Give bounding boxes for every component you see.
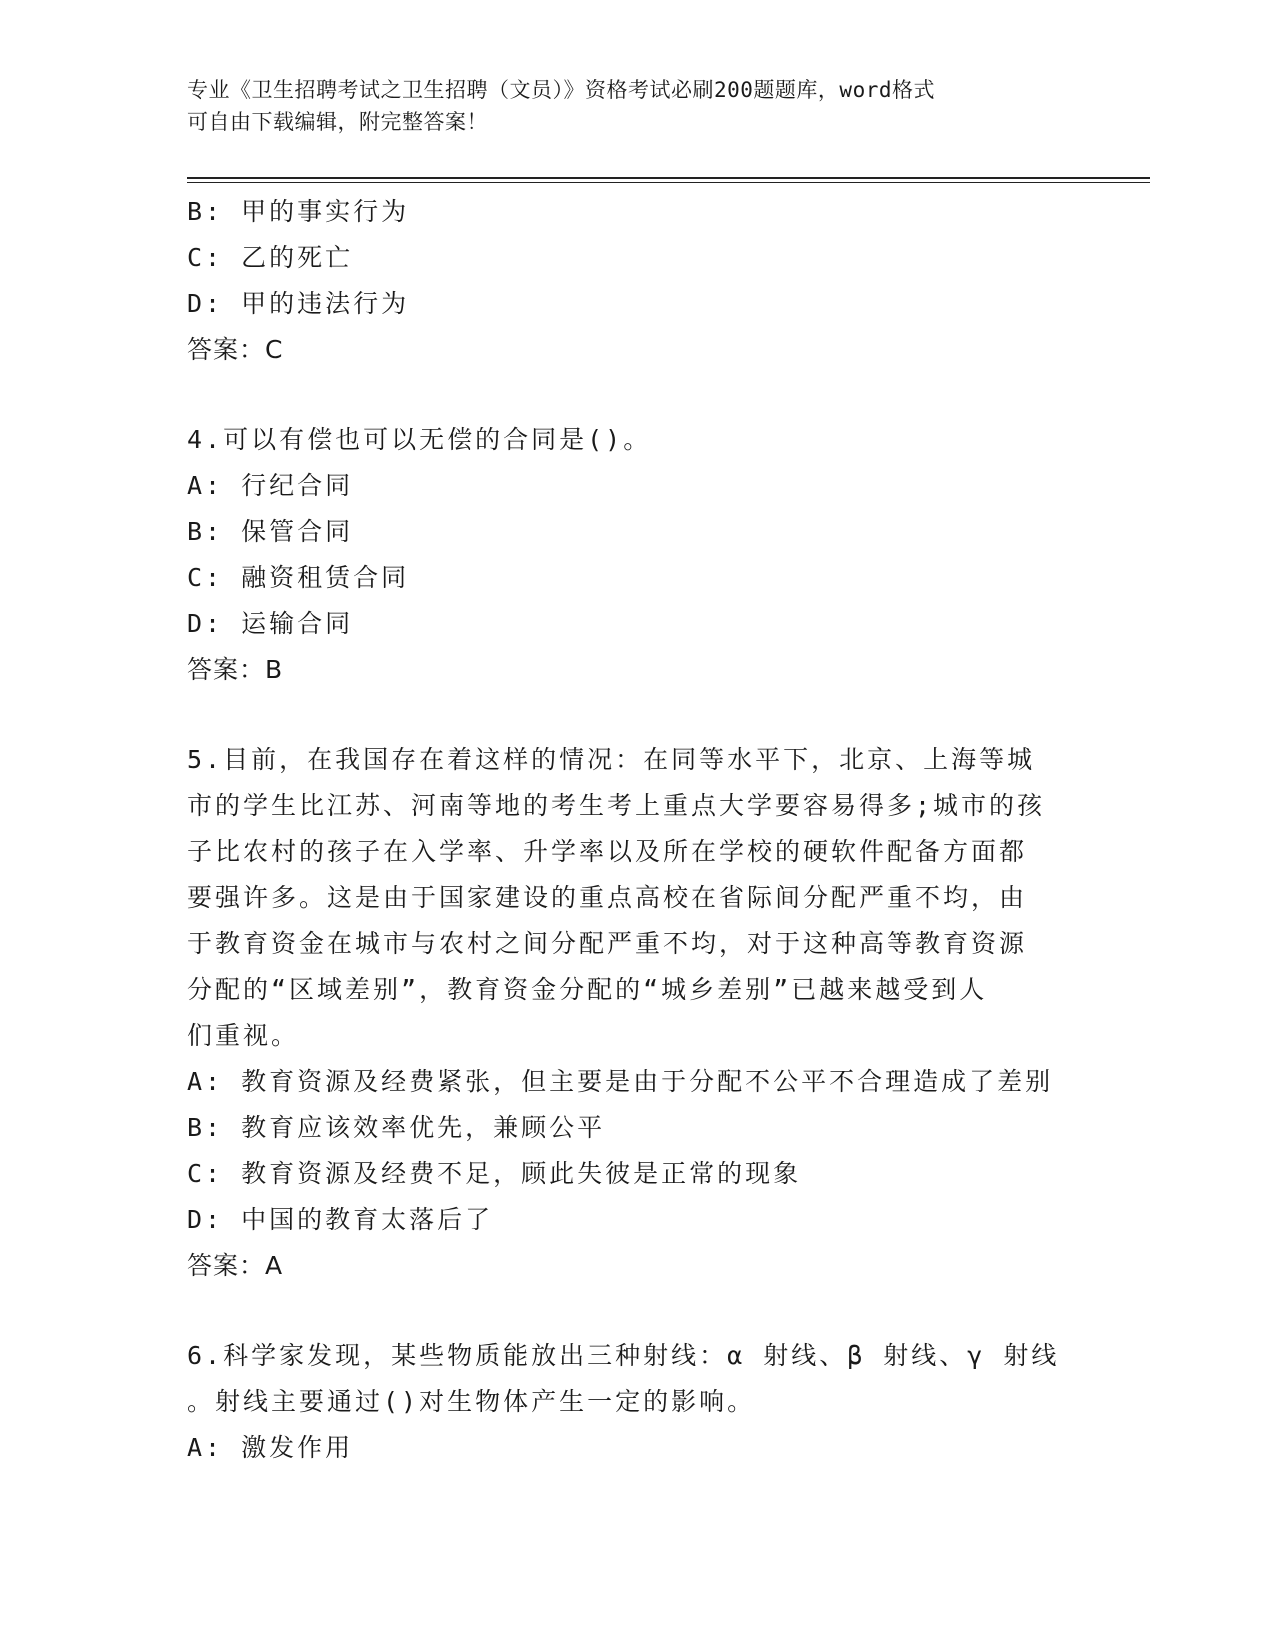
question-5-stem-line: 于教育资金在城市与农村之间分配严重不均，对于这种高等教育资源 [187, 929, 1028, 958]
question-5-stem-line: 分配的“区域差别”，教育资金分配的“城乡差别”已越来越受到人 [187, 975, 988, 1004]
spacer [187, 693, 1087, 737]
question-3-option-d: D: 甲的违法行为 [187, 289, 410, 318]
question-5-option-b: B: 教育应该效率优先，兼顾公平 [187, 1113, 606, 1142]
question-5-stem-line: 市的学生比江苏、河南等地的考生考上重点大学要容易得多;城市的孩 [187, 791, 1046, 820]
question-6-block [187, 1333, 1087, 1471]
question-3-option-b: B: 甲的事实行为 [187, 197, 410, 226]
question-6-stem-line: 。射线主要通过()对生物体产生一定的影响。 [187, 1387, 756, 1416]
question-6-option-a: A: 激发作用 [187, 1433, 354, 1462]
document-header [187, 74, 1087, 138]
question-5-stem-line: 5.目前，在我国存在着这样的情况：在同等水平下，北京、上海等城 [187, 745, 1036, 774]
spacer [187, 1289, 1087, 1333]
question-5-stem-line: 要强许多。这是由于国家建设的重点高校在省际间分配严重不均，由 [187, 883, 1028, 912]
spacer [187, 373, 1087, 417]
question-4-option-c: C: 融资租赁合同 [187, 563, 410, 592]
question-5-block [187, 737, 1087, 1289]
header-rule-thin [187, 182, 1150, 183]
question-6-stem-line: 6.科学家发现，某些物质能放出三种射线：α 射线、β 射线、γ 射线 [187, 1341, 1060, 1370]
question-3-answer: 答案：C [187, 335, 284, 364]
question-4-stem: 4.可以有偿也可以无偿的合同是()。 [187, 425, 652, 454]
question-3-block [187, 189, 1087, 373]
question-4-option-a: A: 行纪合同 [187, 471, 354, 500]
question-4-option-b: B: 保管合同 [187, 517, 354, 546]
header-line-2: 可自由下载编辑，附完整答案！ [187, 110, 488, 134]
question-3-option-c: C: 乙的死亡 [187, 243, 354, 272]
header-line-1: 专业《卫生招聘考试之卫生招聘（文员）》资格考试必刷200题题库，word格式 [187, 78, 935, 102]
question-4-option-d: D: 运输合同 [187, 609, 354, 638]
question-4-answer: 答案：B [187, 655, 284, 684]
question-5-option-c: C: 教育资源及经费不足，顾此失彼是正常的现象 [187, 1159, 802, 1188]
question-5-option-d: D: 中国的教育太落后了 [187, 1205, 494, 1234]
header-rule-thick [187, 177, 1150, 179]
question-5-answer: 答案：A [187, 1251, 284, 1280]
question-list [187, 189, 1087, 1471]
question-5-stem-line: 们重视。 [187, 1021, 300, 1050]
question-5-option-a: A: 教育资源及经费紧张，但主要是由于分配不公平不合理造成了差别 [187, 1067, 1054, 1096]
question-5-stem-line: 子比农村的孩子在入学率、升学率以及所在学校的硬软件配备方面都 [187, 837, 1028, 866]
question-4-block [187, 417, 1087, 693]
